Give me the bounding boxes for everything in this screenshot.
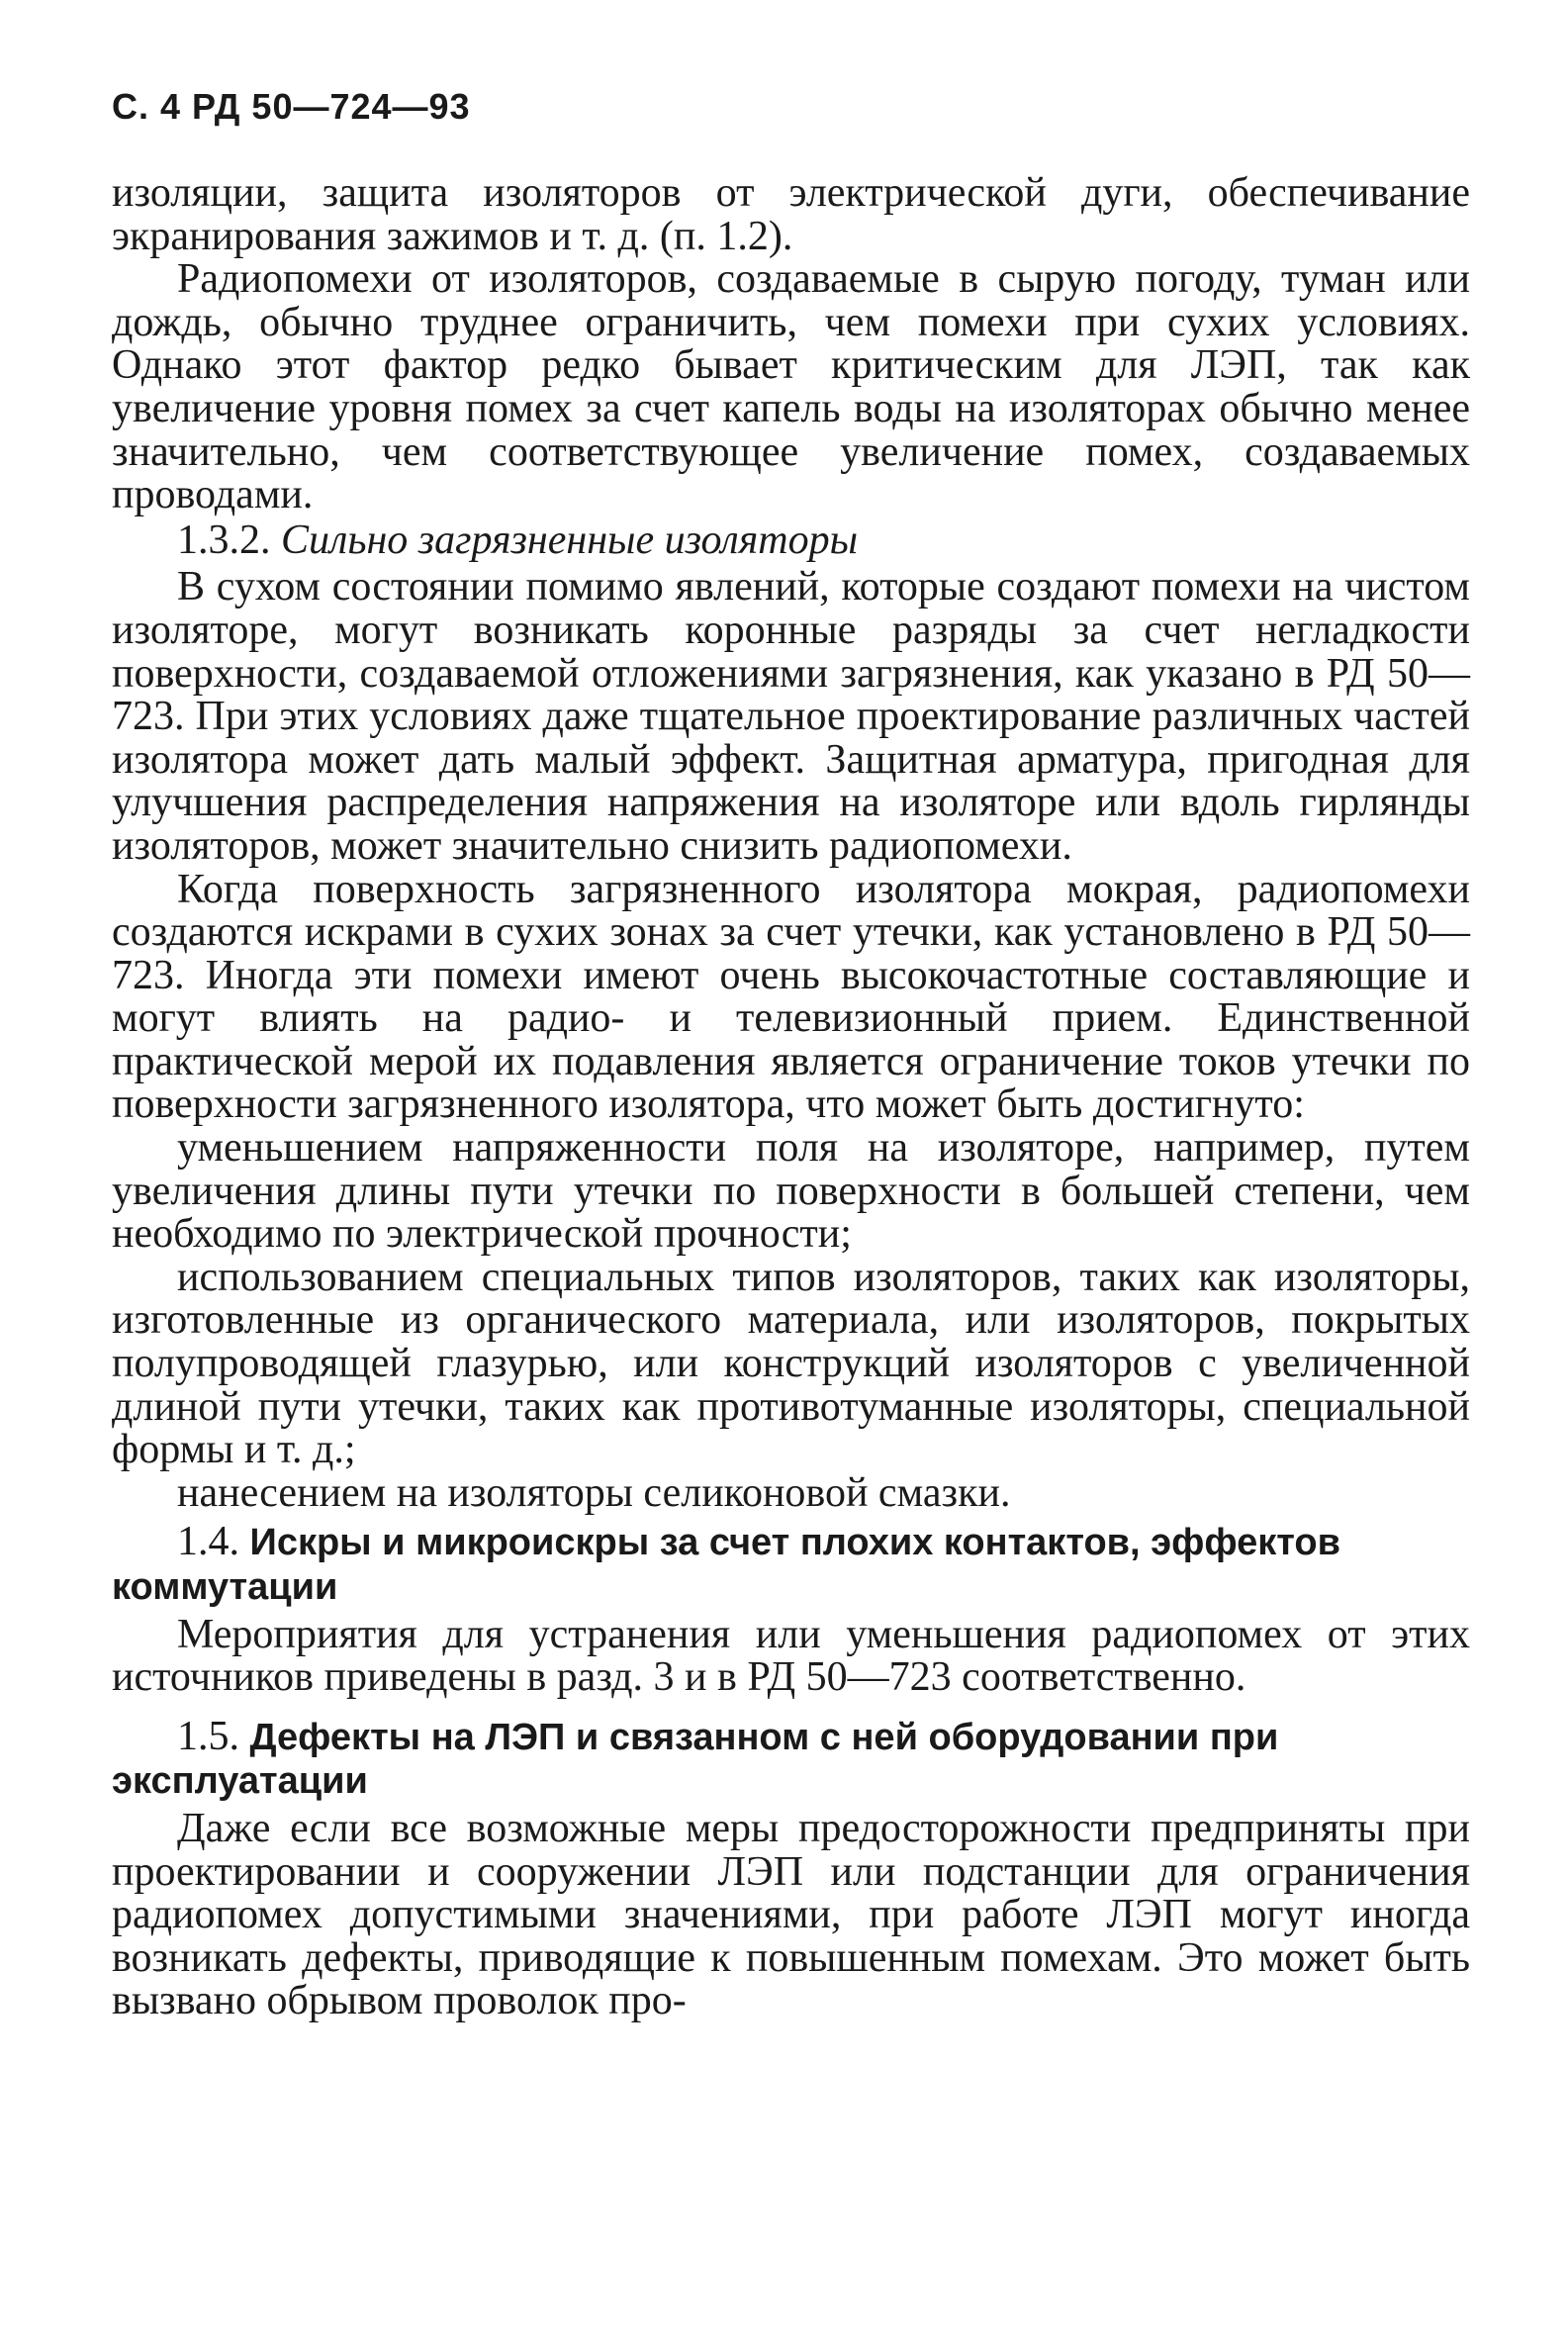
subsection-heading-1-3-2 — [112, 516, 1470, 563]
subsection-number: 1.3.2. — [177, 516, 271, 563]
section-title: Дефекты на ЛЭП и связанном с ней оборудовании при эксплуатации — [112, 1716, 1279, 1803]
body-text — [112, 172, 1470, 2023]
section-heading-1-4 — [112, 1521, 1470, 1609]
section-number: 1.5. — [177, 1713, 239, 1759]
section-number: 1.4. — [177, 1519, 239, 1565]
paragraph-continued: изоляции, защита изоляторов от электрической дуги, обеспечивание экранирования зажимов и т. д. (п. 1.2). — [112, 170, 1470, 259]
list-item: уменьшением напряженности поля на изоляторе, например, путем увеличения длины пути утечки по поверхности в большей степени, чем необходимо по электрической прочности; — [112, 1125, 1470, 1258]
paragraph-radio-interference: Радиопомехи от изоляторов, создаваемые в сырую погоду, туман или дождь, обычно труднее ограничить, чем помехи при сухих условиях. Однако этот фактор редко бывает критическим для ЛЭП, так как увеличение уровня помех за счет капель воды на изоляторах обычно менее значительно, чем соответствующее увеличение помех, создаваемых проводами. — [112, 256, 1470, 518]
section-heading-1-5 — [112, 1713, 1470, 1804]
paragraph-section-1-4: Мероприятия для устранения или уменьшения радиопомех от этих источников приведены в разд. 3 и в РД 50—723 соответственно. — [112, 1611, 1470, 1701]
list-item: использованием специальных типов изоляторов, таких как изоляторы, изготовленные из органического материала, или изоляторов, покрытых полупроводящей глазурью, или конструкций изоляторов с увеличенной длиной пути утечки, таких как противотуманные изоляторы, специальной формы и т. д.; — [112, 1254, 1470, 1473]
list-item: нанесением на изоляторы селиконовой смазки. — [177, 1469, 1011, 1516]
paragraph-section-1-5: Даже если все возможные меры предосторожности предприняты при проектировании и сооружении ЛЭП или подстанции для ограничения радиопомех допустимыми значениями, при работе ЛЭП могут иногда возникать дефекты, приводящие к повышенным помехам. Это может быть вызвано обрывом проволок про- — [112, 1805, 1470, 2024]
document-page — [112, 85, 1470, 2023]
section-title: Искры и микроискры за счет плохих контактов, эффектов коммутации — [112, 1522, 1340, 1608]
running-head: С. 4 РД 50—724—93 — [112, 86, 471, 127]
paragraph-wet-surface: Когда поверхность загрязненного изолятора мокрая, радиопомехи создаются искрами в сухих зонах за счет утечки, как установлено в РД 50—723. Иногда эти помехи имеют очень высокочастотные составляющие и могут влиять на радио- и телевизионный прием. Единственной практической мерой их подавления является ограничение токов утечки по поверхности загрязненного изолятора, что может быть достигнуто: — [112, 866, 1470, 1128]
paragraph-dry-condition: В сухом состоянии помимо явлений, которые создают помехи на чистом изоляторе, могут возникать коронные разряды за счет негладкости поверхности, создаваемой отложениями загрязнения, как указано в РД 50—723. При этих условиях даже тщательное проектирование различных частей изолятора может дать малый эффект. Защитная арматура, пригодная для улучшения распределения напряжения на изоляторе или вдоль гирлянды изоляторов, может значительно снизить радиопомехи. — [112, 564, 1470, 869]
subsection-title: Сильно загрязненные изоляторы — [281, 516, 859, 563]
